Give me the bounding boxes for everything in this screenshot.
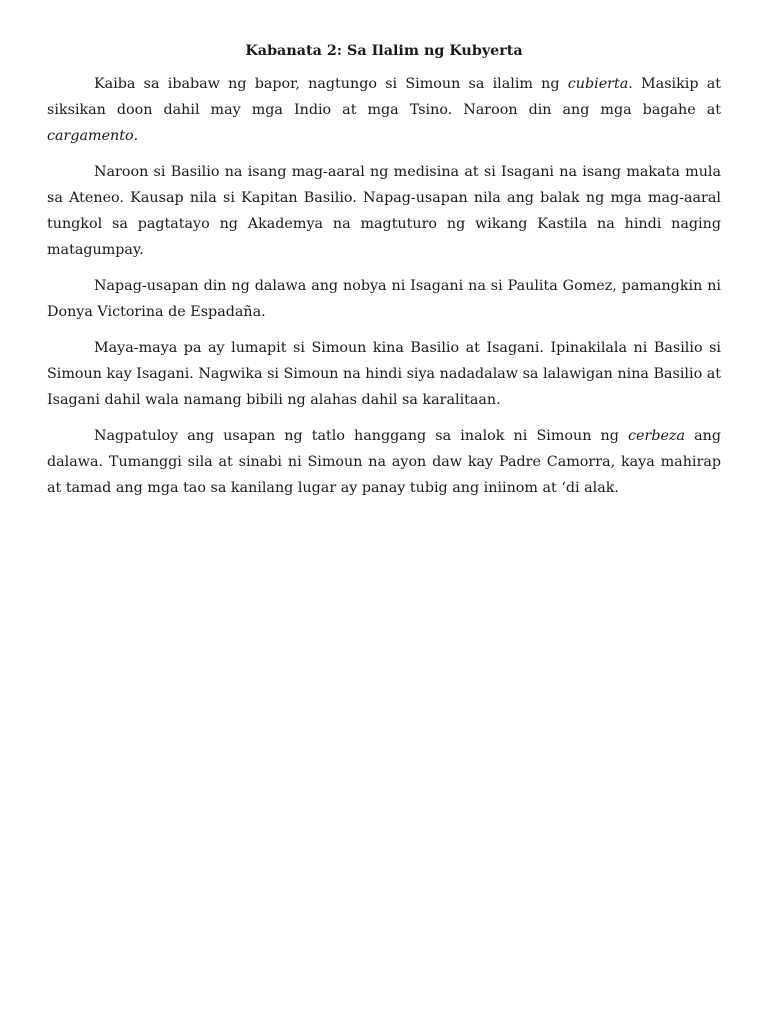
italic-term: cerbeza xyxy=(628,428,685,444)
italic-term: cubierta xyxy=(567,76,629,92)
chapter-title: Kabanata 2: Sa Ilalim ng Kubyerta xyxy=(245,43,523,59)
paragraph-text: . Masikip at siksikan doon dahil may mga Indio at mga Tsino. Naroon din ang mga bagahe at xyxy=(47,76,721,118)
paragraph-text: Kaiba sa ibabaw ng bapor, nagtungo si Simoun sa ilalim ng xyxy=(94,76,568,92)
paragraph-text: Napag-usapan din ng dalawa ang nobya ni Isagani na si Paulita Gomez, pamangkin ni Donya Victorina de Espadaña. xyxy=(47,278,721,320)
paragraph-4 xyxy=(47,335,721,413)
paragraph-5 xyxy=(47,423,721,501)
paragraph-text: ang dalawa. Tumanggi sila at sinabi ni Simoun na ayon daw kay Padre Camorra, kaya mahirap at tamad ang mga tao sa kanilang lugar ay panay tubig ang iniinom at ‘di alak. xyxy=(47,428,722,496)
paragraph-text: Maya-maya pa ay lumapit si Simoun kina Basilio at Isagani. Ipinakilala ni Basilio si Simoun kay Isagani. Nagwika si Simoun na hindi siya nadadalaw sa lalawigan nina Basilio at Isagani dahil wala namang bibili ng alahas dahil sa karalitaan. xyxy=(47,340,721,408)
paragraph-3 xyxy=(47,273,721,325)
paragraph-text: . xyxy=(133,128,139,144)
paragraph-text: Naroon si Basilio na isang mag-aaral ng medisina at si Isagani na isang makata mula sa Ateneo. Kausap nila si Kapitan Basilio. Napag-usapan nila ang balak ng mga mag-aaral tungkol sa pagtatayo ng Akademya na magtuturo ng wikang Kastila na hindi naging matagumpay. xyxy=(47,164,721,258)
paragraph-text: Nagpatuloy ang usapan ng tatlo hanggang sa inalok ni Simoun ng xyxy=(94,428,629,444)
italic-term: cargamento xyxy=(47,128,134,144)
paragraph-1 xyxy=(47,71,721,149)
document-page xyxy=(47,40,721,511)
paragraph-2 xyxy=(47,159,721,263)
